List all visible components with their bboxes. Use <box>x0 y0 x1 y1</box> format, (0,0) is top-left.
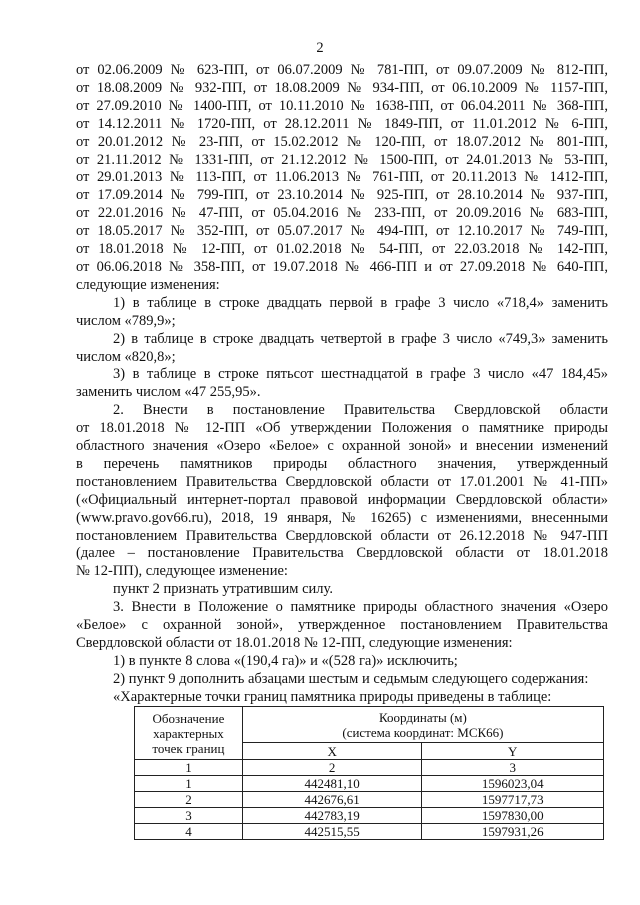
text-line: от 18.05.2017 № 352-ПП, от 05.07.2017 № 494-ПП, от 12.10.2017 № 749-ПП, <box>76 223 608 240</box>
text-line: 2. Внести в постановление Правительства Свердловской области <box>113 402 608 419</box>
table-cell: 1597830,00 <box>422 808 604 824</box>
text-line: Свердловской области от 18.01.2018 № 12-ПП, следующие изменения: <box>76 635 513 651</box>
table-cell: 1 <box>135 776 243 792</box>
text-line: 2) пункт 9 дополнить абзацами шестым и седьмым следующего содержания: <box>113 670 589 687</box>
header-line: (система координат: МСК66) <box>342 724 504 740</box>
text-line: постановлением Правительства Свердловской области от 26.12.2018 № 947-ПП <box>76 527 608 544</box>
table-row <box>135 808 604 824</box>
text-line: 3) в таблице в строке пятьсот шестнадцатой в графе 3 число «47 184,45» <box>113 366 608 383</box>
col-number: 2 <box>242 760 422 776</box>
text-line: от 18.08.2009 № 932-ПП, от 18.08.2009 № 934-ПП, от 06.10.2009 № 1157-ПП, <box>76 79 608 96</box>
text-line: от 29.01.2013 № 113-ПП, от 11.06.2013 № 761-ПП, от 20.11.2013 № 1412-ПП, <box>76 169 608 186</box>
table-cell: 442783,19 <box>242 808 422 824</box>
text-line: «Характерные точки границ памятника природы приведены в таблице: <box>113 688 552 705</box>
col-number: 1 <box>135 760 243 776</box>
text-line: от 18.01.2018 № 12-ПП, от 01.02.2018 № 54-ПП, от 22.03.2018 № 142-ПП, <box>76 241 608 258</box>
table-cell: 1597931,26 <box>422 824 604 840</box>
text-line: от 22.01.2016 № 47-ПП, от 05.04.2016 № 233-ПП, от 20.09.2016 № 683-ПП, <box>76 205 608 222</box>
text-line: 3. Внести в Положение о памятнике природы областного значения «Озеро <box>113 599 608 616</box>
text-line: «Белое» с охранной зоной», утвержденное постановлением Правительства <box>76 617 608 634</box>
coordinates-table <box>134 706 604 840</box>
text-line: («Официальный интернет-портал правовой информации Свердловской области» <box>76 491 608 508</box>
header-line: Обозначение <box>152 710 225 726</box>
text-line: (далее – постановление Правительства Свердловской области от 18.01.2018 <box>76 545 608 562</box>
table-cell: 4 <box>135 824 243 840</box>
table-cell: 442481,10 <box>242 776 422 792</box>
text-line: № 12-ПП), следующее изменение: <box>76 563 288 580</box>
text-line: от 20.01.2012 № 23-ПП, от 15.02.2012 № 120-ПП, от 18.07.2012 № 801-ПП, <box>76 133 608 150</box>
text-line: числом «820,8»; <box>76 348 176 365</box>
table-row <box>135 824 604 840</box>
y-header: Y <box>422 743 604 760</box>
table-cell: 3 <box>135 808 243 824</box>
text-line: заменить числом «47 255,95». <box>76 384 261 401</box>
x-header: X <box>242 743 422 760</box>
text-line: 2) в таблице в строке двадцать четвертой в графе 3 число «749,3» заменить <box>113 330 608 347</box>
table-row <box>135 776 604 792</box>
table-cell: 442515,55 <box>242 824 422 840</box>
text-line: от 27.09.2010 № 1400-ПП, от 10.11.2010 № 1638-ПП, от 06.04.2011 № 368-ПП, <box>76 97 608 114</box>
text-line: 1) в пункте 8 слова «(190,4 га)» и «(528 га)» исключить; <box>113 652 458 669</box>
document-body <box>76 62 608 707</box>
page-number: 2 <box>316 40 324 56</box>
text-line: (www.pravo.gov66.ru), 2018, 19 января, № 16265) с изменениями, внесенными <box>76 509 608 526</box>
text-line: от 18.01.2018 № 12-ПП «Об утверждении Положения о памятнике природы <box>76 420 608 437</box>
text-line: от 02.06.2009 № 623-ПП, от 06.07.2009 № 781-ПП, от 09.07.2009 № 812-ПП, <box>76 62 608 78</box>
table-cell: 1596023,04 <box>422 776 604 792</box>
col-number: 3 <box>422 760 604 776</box>
point-label-header <box>135 707 243 760</box>
table-row <box>135 792 604 808</box>
header-line: характерных <box>153 725 224 741</box>
text-line: областного значения «Озеро «Белое» с охранной зоной» и внесении изменений <box>76 438 608 455</box>
text-line: от 14.12.2011 № 1720-ПП, от 28.12.2011 № 1849-ПП, от 11.01.2012 № 6-ПП, <box>76 115 608 132</box>
text-line: от 06.06.2018 № 358-ПП, от 19.07.2018 № 466-ПП и от 27.09.2018 № 640-ПП, <box>76 258 608 275</box>
header-line: Координаты (м) <box>379 709 467 725</box>
text-line: следующие изменения: <box>76 276 220 293</box>
text-line: постановлением Правительства Свердловской области от 17.01.2001 № 41-ПП» <box>76 473 608 490</box>
header-line: точек границ <box>152 740 225 756</box>
table-cell: 1597717,73 <box>422 792 604 808</box>
text-line: пункт 2 признать утратившим силу. <box>113 581 333 598</box>
table-cell: 2 <box>135 792 243 808</box>
coordinates-header <box>242 707 603 743</box>
text-line: от 17.09.2014 № 799-ПП, от 23.10.2014 № 925-ПП, от 28.10.2014 № 937-ПП, <box>76 187 608 204</box>
text-line: в перечень памятников природы областного значения, утвержденный <box>76 455 608 472</box>
table-cell: 442676,61 <box>242 792 422 808</box>
text-line: числом «789,9»; <box>76 312 176 329</box>
text-line: от 21.11.2012 № 1331-ПП, от 21.12.2012 № 1500-ПП, от 24.01.2013 № 53-ПП, <box>76 151 608 168</box>
text-line: 1) в таблице в строке двадцать первой в графе 3 число «718,4» заменить <box>113 294 608 311</box>
